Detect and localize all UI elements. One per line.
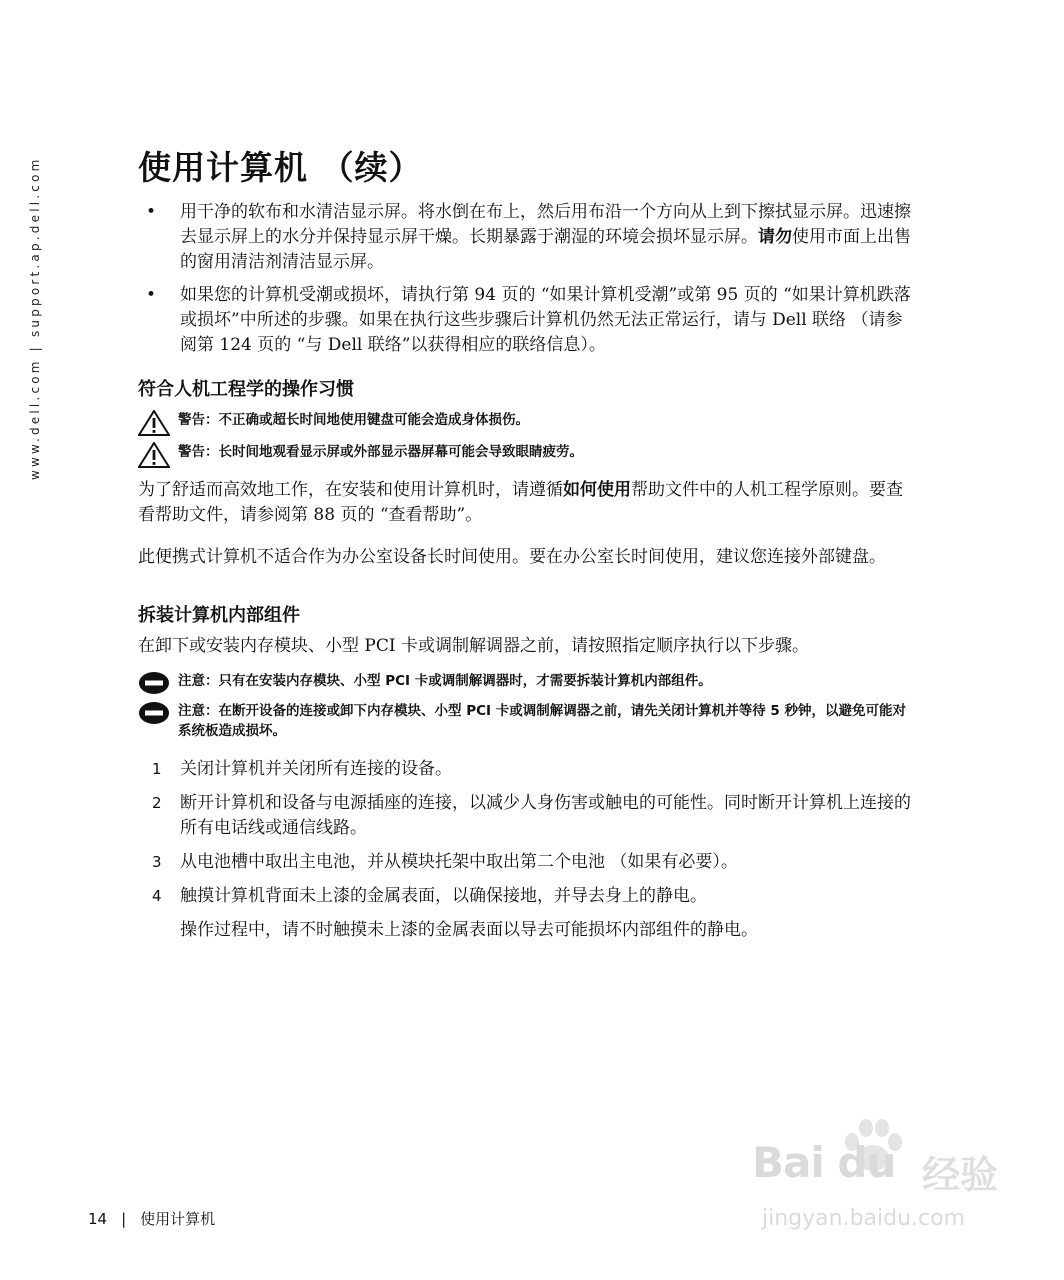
step-text: 从电池槽中取出主电池，并从模块托架中取出第二个电池 （如果有必要）。: [180, 852, 738, 872]
bullet-text: 使用市面上出售的窗用清洁剂清洁显示屏。: [180, 227, 911, 272]
caution-notice: [138, 701, 918, 741]
list-item: [138, 283, 918, 358]
caution-label: 注意：: [178, 703, 219, 719]
bullet-dot: •: [146, 202, 157, 222]
step-text: 触摸计算机背面未上漆的金属表面，以确保接地，并导去身上的静电。: [180, 886, 707, 906]
page-content: [138, 148, 918, 943]
footer-title: 使用计算机: [140, 1210, 216, 1228]
warning-text: 长时间地观看显示屏或外部显示器屏幕可能会导致眼睛疲劳。: [218, 444, 583, 460]
warning-icon: [138, 442, 170, 474]
caution-label: 注意：: [178, 673, 219, 689]
paragraph: [138, 478, 918, 528]
page-footer: [88, 1208, 215, 1229]
baidu-watermark: [742, 1118, 1042, 1258]
paragraph: 此便携式计算机不适合作为办公室设备长时间使用。要在办公室长时间使用，建议您连接外部键盘。: [138, 547, 886, 567]
section-heading: 符合人机工程学的操作习惯: [138, 379, 354, 400]
list-item: [138, 200, 918, 275]
bullet-text: 如果您的计算机受潮或损坏，请执行第 94 页的 “如果计算机受潮”或第 95 页的 “如果计算机跌落或损坏”中所述的步骤。如果在执行这些步骤后计算机仍然无法正常运行，请与 Dell 联络 （请参阅第 124 页的 “与 Dell 联络”以获得相应的联络信息）。: [180, 285, 911, 355]
paragraph: 在卸下或安装内存模块、小型 PCI 卡或调制解调器之前，请按照指定顺序执行以下步骤。: [138, 636, 809, 656]
list-item: [138, 850, 918, 875]
caution-text: 在断开设备的连接或卸下内存模块、小型 PCI 卡或调制解调器之前，请先关闭计算机并等待 5 秒钟，以避免可能对系统板造成损坏。: [178, 703, 907, 739]
list-item: [138, 884, 918, 909]
warning-notice: [138, 410, 918, 430]
section-heading: 拆装计算机内部组件: [138, 605, 300, 626]
page-title: 使用计算机 （续）: [138, 148, 423, 187]
list-item: [138, 757, 918, 782]
caution-icon: [138, 671, 170, 701]
bullet-dot: •: [146, 285, 157, 305]
step-number: 1: [152, 760, 162, 778]
caution-text: 只有在安装内存模块、小型 PCI 卡或调制解调器时，才需要拆装计算机内部组件。: [218, 673, 712, 689]
warning-label: 警告：: [178, 412, 219, 428]
warning-label: 警告：: [178, 444, 219, 460]
step-text: 断开计算机和设备与电源插座的连接，以减少人身伤害或触电的可能性。同时断开计算机上连接的所有电话线或通信线路。: [180, 793, 911, 838]
bullet-text: 用干净的软布和水清洁显示屏。将水倒在布上，然后用布沿一个方向从上到下擦拭显示屏。迅速擦去显示屏上的水分并保持显示屏干燥。长期暴露于潮湿的环境会损坏显示屏。: [180, 202, 911, 247]
bullet-emphasis: 请勿: [758, 227, 792, 247]
caution-icon: [138, 701, 170, 731]
step-number: 4: [152, 887, 162, 905]
step-list: [138, 757, 918, 909]
footer-separator: |: [121, 1210, 127, 1228]
paragraph-text: 为了舒适而高效地工作，在安装和使用计算机时，请遵循: [138, 480, 563, 500]
caution-notice: [138, 671, 918, 691]
step-note: 操作过程中，请不时触摸未上漆的金属表面以导去可能损坏内部组件的静电。: [180, 920, 758, 940]
watermark-brand-suffix: 经验: [922, 1153, 999, 1197]
warning-text: 不正确或超长时间地使用键盘可能会造成身体损伤。: [218, 412, 529, 428]
watermark-url: jingyan.baidu.com: [762, 1206, 966, 1231]
paragraph-text: 帮助文件中的人机工程学原则。要查看帮助文件，请参阅第 88 页的 “查看帮助”。: [138, 480, 903, 525]
page-number: 14: [88, 1210, 108, 1228]
step-number: 2: [152, 794, 162, 812]
paragraph-emphasis: 如何使用: [563, 480, 631, 500]
warning-icon: [138, 410, 170, 442]
bullet-list: [138, 200, 918, 358]
step-number: 3: [152, 853, 162, 871]
watermark-brand: Bai du: [752, 1138, 896, 1187]
step-text: 关闭计算机并关闭所有连接的设备。: [180, 759, 452, 779]
warning-notice: [138, 442, 918, 462]
list-item: [138, 791, 918, 841]
side-url: www.dell.com | support.ap.dell.com: [28, 156, 42, 480]
